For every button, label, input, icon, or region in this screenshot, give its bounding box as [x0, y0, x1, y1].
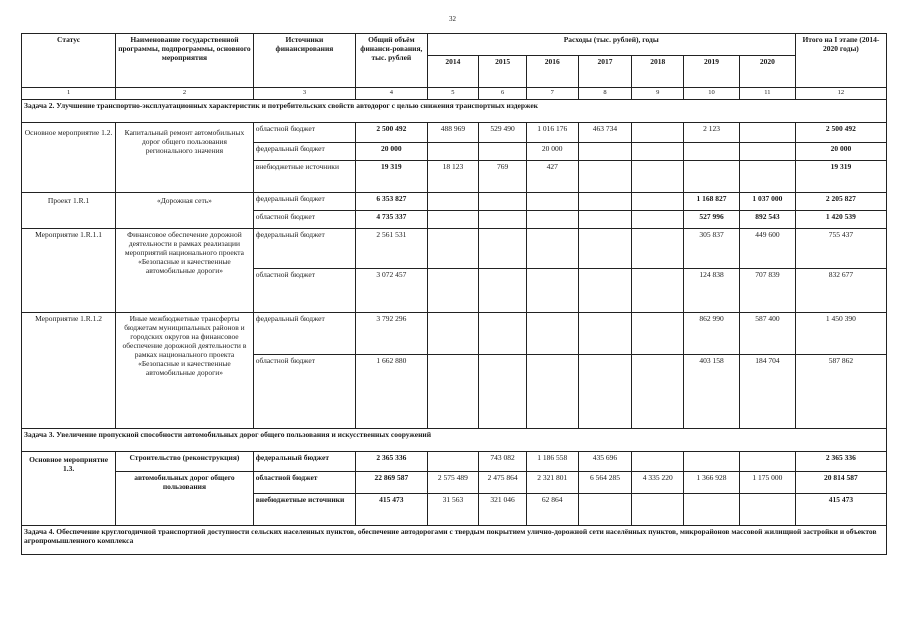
col-num: 3: [253, 88, 355, 100]
value-cell: 2 321 801: [526, 472, 578, 494]
value-cell: 2 475 864: [479, 472, 527, 494]
value-cell: [427, 452, 479, 472]
value-cell: [479, 269, 527, 313]
value-cell: [632, 452, 684, 472]
sum-cell: 755 437: [795, 229, 886, 269]
year-2015: 2015: [479, 56, 527, 88]
total-cell: 6 353 827: [356, 193, 427, 211]
value-cell: 6 564 285: [578, 472, 632, 494]
value-cell: [578, 161, 632, 193]
total-cell: 2 561 531: [356, 229, 427, 269]
value-cell: [578, 494, 632, 526]
year-2018: 2018: [632, 56, 684, 88]
year-2020: 2020: [739, 56, 795, 88]
source-cell: федеральный бюджет: [253, 193, 355, 211]
col-num: 10: [684, 88, 740, 100]
value-cell: 1 168 827: [684, 193, 740, 211]
sum-cell: 2 365 336: [795, 452, 886, 472]
value-cell: 1 037 000: [739, 193, 795, 211]
source-cell: федеральный бюджет: [253, 143, 355, 161]
value-cell: [526, 193, 578, 211]
value-cell: [632, 313, 684, 355]
value-cell: [427, 355, 479, 429]
value-cell: 1 186 558: [526, 452, 578, 472]
year-2014: 2014: [427, 56, 479, 88]
value-cell: [684, 161, 740, 193]
col-num: 5: [427, 88, 479, 100]
value-cell: [427, 229, 479, 269]
name-cell: Иные межбюджетные трансферты бюджетам муниципальных районов и городских округов на финансовое обеспечение дорожной деятельности в рамках национального проекта «Безопасные и качественные автомобильные дороги»: [116, 313, 254, 429]
value-cell: [427, 313, 479, 355]
sum-cell: 1 420 539: [795, 211, 886, 229]
year-2016: 2016: [526, 56, 578, 88]
value-cell: 62 864: [526, 494, 578, 526]
table-row: [22, 452, 887, 472]
value-cell: [684, 494, 740, 526]
col-num: 12: [795, 88, 886, 100]
value-cell: 18 123: [427, 161, 479, 193]
col-num: 2: [116, 88, 254, 100]
task-2-title: Задача 2. Улучшение транспортно-эксплуатационных характеристик и потребительских свойств автодорог с целью снижения транспортных издержек: [22, 100, 887, 123]
source-cell: областной бюджет: [253, 123, 355, 143]
col-num: 11: [739, 88, 795, 100]
value-cell: [427, 211, 479, 229]
value-cell: 403 158: [684, 355, 740, 429]
task-4-row: [22, 526, 887, 555]
column-numbers-row: [22, 88, 887, 100]
value-cell: 184 704: [739, 355, 795, 429]
value-cell: 1 366 928: [684, 472, 740, 494]
value-cell: [479, 355, 527, 429]
financing-table: [21, 33, 887, 555]
source-cell: областной бюджет: [253, 211, 355, 229]
value-cell: [578, 269, 632, 313]
col-num: 4: [356, 88, 427, 100]
value-cell: [526, 269, 578, 313]
value-cell: [578, 355, 632, 429]
sum-cell: 2 500 492: [795, 123, 886, 143]
value-cell: [479, 143, 527, 161]
total-cell: 3 072 457: [356, 269, 427, 313]
source-cell: внебюджетные источники: [253, 494, 355, 526]
value-cell: [578, 313, 632, 355]
source-cell: федеральный бюджет: [253, 229, 355, 269]
value-cell: [578, 211, 632, 229]
task-3-title: Задача 3. Увеличение пропускной способности автомобильных дорог общего пользования и искусственных сооружений: [22, 429, 887, 452]
name-cell: автомобильных дорог общего пользования: [116, 472, 254, 526]
value-cell: [632, 123, 684, 143]
sum-cell: 20 814 587: [795, 472, 886, 494]
value-cell: [578, 229, 632, 269]
value-cell: [632, 494, 684, 526]
total-cell: 4 735 337: [356, 211, 427, 229]
total-cell: 22 869 587: [356, 472, 427, 494]
value-cell: [632, 161, 684, 193]
sum-cell: 832 677: [795, 269, 886, 313]
value-cell: [526, 211, 578, 229]
value-cell: 529 490: [479, 123, 527, 143]
col-num: 6: [479, 88, 527, 100]
total-cell: 2 500 492: [356, 123, 427, 143]
total-cell: 415 473: [356, 494, 427, 526]
sum-cell: 415 473: [795, 494, 886, 526]
name-cell: «Дорожная сеть»: [116, 193, 254, 229]
sum-cell: 20 000: [795, 143, 886, 161]
value-cell: 463 734: [578, 123, 632, 143]
header-row: [22, 34, 887, 56]
value-cell: 449 600: [739, 229, 795, 269]
value-cell: 305 837: [684, 229, 740, 269]
col-num: 9: [632, 88, 684, 100]
col-num: 7: [526, 88, 578, 100]
table-row: [22, 313, 887, 355]
col-num: 8: [578, 88, 632, 100]
value-cell: [578, 143, 632, 161]
value-cell: 707 839: [739, 269, 795, 313]
source-cell: областной бюджет: [253, 269, 355, 313]
value-cell: [632, 143, 684, 161]
value-cell: [479, 193, 527, 211]
name-cell: Финансовое обеспечение дорожной деятельности в рамках реализации мероприятий национального проекта «Безопасные и качественные автомобильные дороги»: [116, 229, 254, 313]
value-cell: [684, 452, 740, 472]
value-cell: 4 335 220: [632, 472, 684, 494]
header-status: Статус: [22, 34, 116, 88]
status-cell: Проект 1.R.1: [22, 193, 116, 229]
value-cell: [632, 211, 684, 229]
total-cell: 19 319: [356, 161, 427, 193]
table-row: [22, 472, 887, 494]
value-cell: 20 000: [526, 143, 578, 161]
header-total: Общий объём финанси-рования, тыс. рублей: [356, 34, 427, 88]
task-2-row: [22, 100, 887, 123]
value-cell: 488 969: [427, 123, 479, 143]
header-expenses: Расходы (тыс. рублей), годы: [427, 34, 795, 56]
value-cell: [684, 143, 740, 161]
status-cell: Мероприятие 1.R.1.2: [22, 313, 116, 429]
total-cell: 3 792 296: [356, 313, 427, 355]
value-cell: [479, 313, 527, 355]
header-name: Наименование государственной программы, подпрограммы, основного мероприятия: [116, 34, 254, 88]
value-cell: 124 838: [684, 269, 740, 313]
source-cell: федеральный бюджет: [253, 313, 355, 355]
table-row: [22, 123, 887, 143]
value-cell: 2 575 489: [427, 472, 479, 494]
value-cell: [632, 229, 684, 269]
value-cell: [526, 313, 578, 355]
page-number: 32: [449, 15, 456, 23]
value-cell: 427: [526, 161, 578, 193]
name-cell: Строительство (реконструкция): [116, 452, 254, 472]
year-2019: 2019: [684, 56, 740, 88]
value-cell: [479, 229, 527, 269]
value-cell: 1 016 176: [526, 123, 578, 143]
value-cell: [739, 123, 795, 143]
value-cell: [427, 143, 479, 161]
value-cell: [578, 193, 632, 211]
value-cell: [479, 211, 527, 229]
total-cell: 2 365 336: [356, 452, 427, 472]
source-cell: областной бюджет: [253, 355, 355, 429]
source-cell: федеральный бюджет: [253, 452, 355, 472]
value-cell: [739, 494, 795, 526]
value-cell: 769: [479, 161, 527, 193]
year-2017: 2017: [578, 56, 632, 88]
value-cell: [526, 355, 578, 429]
value-cell: [427, 269, 479, 313]
status-cell: Основное мероприятие 1.2.: [22, 123, 116, 193]
header-sources: Источники финансирования: [253, 34, 355, 88]
table-row: [22, 193, 887, 211]
sum-cell: 1 450 390: [795, 313, 886, 355]
value-cell: 862 990: [684, 313, 740, 355]
value-cell: [739, 161, 795, 193]
total-cell: 20 000: [356, 143, 427, 161]
task-3-row: [22, 429, 887, 452]
value-cell: 321 046: [479, 494, 527, 526]
sum-cell: 587 862: [795, 355, 886, 429]
col-num: 1: [22, 88, 116, 100]
value-cell: 435 696: [578, 452, 632, 472]
value-cell: [632, 193, 684, 211]
value-cell: 2 123: [684, 123, 740, 143]
status-cell: Основное мероприятие 1.3.: [22, 452, 116, 526]
total-cell: 1 662 880: [356, 355, 427, 429]
task-4-title: Задача 4. Обеспечение круглогодичной транспортной доступности сельских населенных пунктов, обеспечение автодорогами с твердым покрытием улично-дорожной сети населённых пунктов, микрорайонов массовой жилищной застройки и объектов агропромышленного комплекса: [22, 526, 887, 555]
value-cell: 743 082: [479, 452, 527, 472]
source-cell: областной бюджет: [253, 472, 355, 494]
value-cell: 892 543: [739, 211, 795, 229]
value-cell: 1 175 000: [739, 472, 795, 494]
sum-cell: 2 205 827: [795, 193, 886, 211]
table-row: [22, 229, 887, 269]
name-cell: Капитальный ремонт автомобильных дорог общего пользования регионального значения: [116, 123, 254, 193]
value-cell: 31 563: [427, 494, 479, 526]
header-stage-total: Итого на I этапе (2014-2020 годы): [795, 34, 886, 88]
value-cell: [739, 143, 795, 161]
source-cell: внебюджетные источники: [253, 161, 355, 193]
value-cell: 527 996: [684, 211, 740, 229]
value-cell: [632, 269, 684, 313]
value-cell: 587 400: [739, 313, 795, 355]
sum-cell: 19 319: [795, 161, 886, 193]
value-cell: [739, 452, 795, 472]
value-cell: [526, 229, 578, 269]
value-cell: [632, 355, 684, 429]
status-cell: Мероприятие 1.R.1.1: [22, 229, 116, 313]
value-cell: [427, 193, 479, 211]
